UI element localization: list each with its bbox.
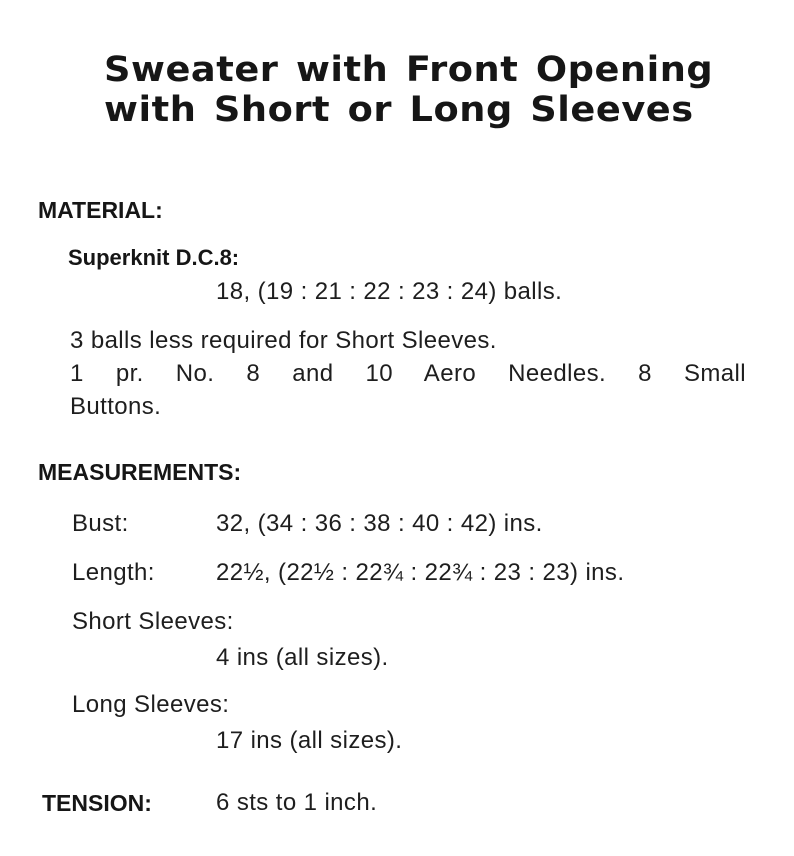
needles-buttons-note-continued: Buttons. [70, 393, 162, 420]
material-heading: MATERIAL: [38, 197, 163, 223]
pattern-title-line-1: Sweater with Front Opening [104, 50, 714, 90]
yarn-quantity: 18, (19 : 21 : 22 : 23 : 24) balls. [216, 278, 563, 305]
length-value: 22½, (22½ : 22¾ : 22¾ : 23 : 23) ins. [216, 559, 625, 586]
long-sleeves-value: 17 ins (all sizes). [216, 727, 403, 754]
material-notes [70, 324, 746, 423]
bust-label: Bust: [72, 510, 129, 537]
short-sleeves-label: Short Sleeves: [72, 608, 234, 635]
short-sleeve-note: 3 balls less required for Short Sleeves. [70, 327, 497, 354]
pattern-title [104, 50, 713, 130]
length-label: Length: [72, 559, 155, 586]
needles-buttons-note: 1 pr. No. 8 and 10 Aero Needles. 8 Small [70, 360, 746, 387]
bust-value: 32, (34 : 36 : 38 : 40 : 42) ins. [216, 510, 543, 537]
long-sleeves-label: Long Sleeves: [72, 691, 230, 718]
measurements-heading: MEASUREMENTS: [38, 459, 242, 485]
yarn-label: Superknit D.C.8: [68, 245, 240, 270]
tension-value: 6 sts to 1 inch. [216, 789, 378, 816]
short-sleeves-value: 4 ins (all sizes). [216, 644, 389, 671]
pattern-title-line-2: with Short or Long Sleeves [104, 90, 694, 130]
tension-heading: TENSION: [42, 790, 152, 816]
